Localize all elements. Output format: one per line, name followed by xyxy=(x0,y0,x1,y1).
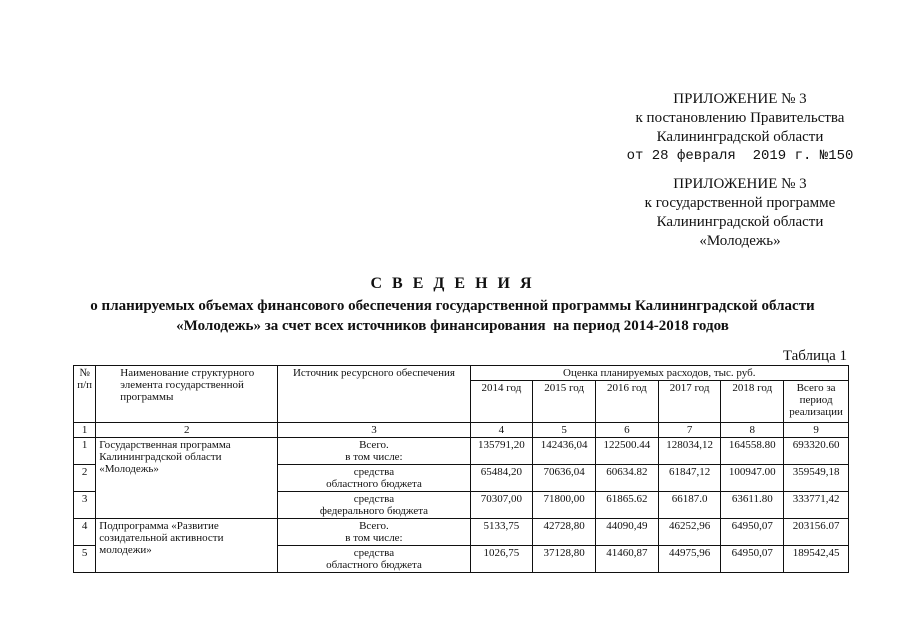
appendix-1-date-line: от 28 февраля 2019 г. №150 xyxy=(626,148,854,164)
header-name: Наименование структурного элемента государственной программы xyxy=(96,366,278,423)
row-number: 1 xyxy=(74,438,96,465)
year-value: 46252,96 xyxy=(658,519,721,546)
year-value: 164558.80 xyxy=(721,438,784,465)
year-value: 44090,49 xyxy=(596,519,659,546)
table-row xyxy=(74,438,849,465)
year-value: 64950,07 xyxy=(721,519,784,546)
year-value: 65484,20 xyxy=(470,465,533,492)
funding-source: средства областного бюджета xyxy=(278,546,470,573)
header-total: Всего за период реализации xyxy=(784,381,849,423)
table-row xyxy=(74,519,849,546)
row-number: 2 xyxy=(74,465,96,492)
year-value: 142436,04 xyxy=(533,438,596,465)
appendix-1-title: ПРИЛОЖЕНИЕ № 3 xyxy=(673,91,807,107)
appendix-2-title: ПРИЛОЖЕНИЕ № 3 xyxy=(673,176,807,192)
year-value: 70636,04 xyxy=(533,465,596,492)
year-value: 70307,00 xyxy=(470,492,533,519)
funding-source: средства федерального бюджета xyxy=(278,492,470,519)
appendix-1-line1: к постановлению Правительства xyxy=(635,110,845,126)
program-element-name: Государственная программа Калининградской области «Молодежь» xyxy=(96,438,278,519)
program-element-name: Подпрограмма «Развитие созидательной активности молодежи» xyxy=(96,519,278,573)
header-year: 2018 год xyxy=(721,381,784,423)
column-number: 3 xyxy=(278,423,470,438)
total-value: 189542,45 xyxy=(784,546,849,573)
year-value: 44975,96 xyxy=(658,546,721,573)
appendix-2-line1: к государственной программе xyxy=(644,195,836,211)
column-number: 9 xyxy=(784,423,849,438)
heading-title: С В Е Д Е Н И Я xyxy=(370,275,535,292)
year-value: 135791,20 xyxy=(470,438,533,465)
column-number: 8 xyxy=(721,423,784,438)
financing-table xyxy=(73,365,849,573)
column-number: 1 xyxy=(74,423,96,438)
column-number: 6 xyxy=(596,423,659,438)
year-value: 100947.00 xyxy=(721,465,784,492)
total-value: 693320.60 xyxy=(784,438,849,465)
year-value: 60634.82 xyxy=(596,465,659,492)
header-year: 2015 год xyxy=(533,381,596,423)
appendix-2-block xyxy=(600,175,880,251)
year-value: 1026,75 xyxy=(470,546,533,573)
column-number: 2 xyxy=(96,423,278,438)
year-value: 71800,00 xyxy=(533,492,596,519)
header-source: Источник ресурсного обеспечения xyxy=(278,366,470,423)
year-value: 5133,75 xyxy=(470,519,533,546)
total-value: 203156.07 xyxy=(784,519,849,546)
appendix-2-line2: Калининградской области xyxy=(656,214,824,230)
column-number: 7 xyxy=(658,423,721,438)
year-value: 61847,12 xyxy=(658,465,721,492)
total-value: 359549,18 xyxy=(784,465,849,492)
funding-source: Всего. в том числе: xyxy=(278,519,470,546)
year-value: 61865.62 xyxy=(596,492,659,519)
heading-line2: «Молодежь» за счет всех источников финансирования на период 2014-2018 годов xyxy=(176,318,729,334)
year-value: 122500.44 xyxy=(596,438,659,465)
year-value: 37128,80 xyxy=(533,546,596,573)
row-number: 4 xyxy=(74,519,96,546)
funding-source: Всего. в том числе: xyxy=(278,438,470,465)
header-year: 2016 год xyxy=(596,381,659,423)
year-value: 66187.0 xyxy=(658,492,721,519)
year-value: 42728,80 xyxy=(533,519,596,546)
total-value: 333771,42 xyxy=(784,492,849,519)
year-value: 128034,12 xyxy=(658,438,721,465)
heading-line1: о планируемых объемах финансового обеспечения государственной программы Калининградской области xyxy=(90,298,815,314)
row-number: 3 xyxy=(74,492,96,519)
year-value: 64950,07 xyxy=(721,546,784,573)
column-number: 4 xyxy=(470,423,533,438)
appendix-1-block xyxy=(600,90,880,166)
header-year: 2017 год xyxy=(658,381,721,423)
appendix-2-line3: «Молодежь» xyxy=(699,233,781,249)
header-estimate: Оценка планируемых расходов, тыс. руб. xyxy=(470,366,848,381)
header-year: 2014 год xyxy=(470,381,533,423)
appendix-1-line2: Калининградской области xyxy=(656,129,824,145)
year-value: 41460,87 xyxy=(596,546,659,573)
header-num: № п/п xyxy=(74,366,96,423)
document-heading xyxy=(40,274,865,336)
year-value: 63611.80 xyxy=(721,492,784,519)
column-number-row xyxy=(74,423,849,438)
header-row-1 xyxy=(74,366,849,381)
row-number: 5 xyxy=(74,546,96,573)
column-number: 5 xyxy=(533,423,596,438)
table-label: Таблица 1 xyxy=(782,348,847,364)
funding-source: средства областного бюджета xyxy=(278,465,470,492)
